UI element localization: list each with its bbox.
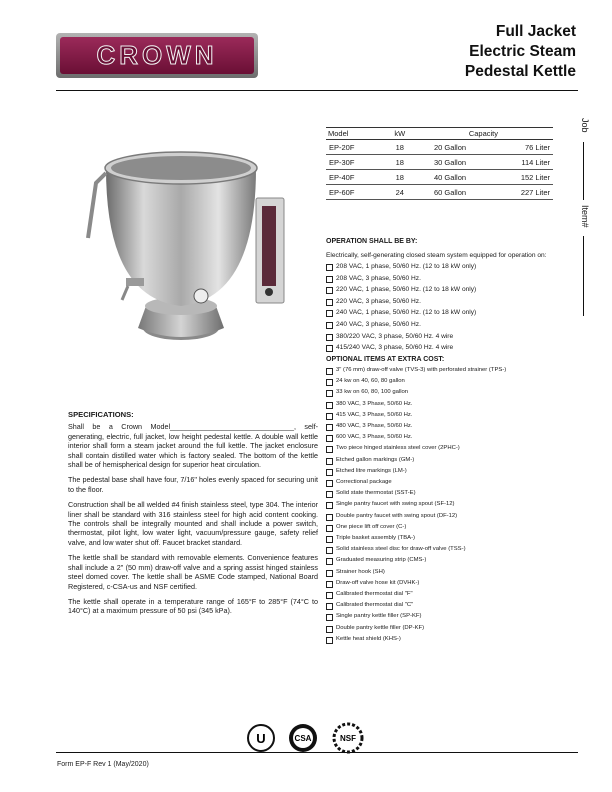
cell-gallon: 30 Gallon <box>414 155 486 170</box>
csa-mark-icon <box>289 724 317 752</box>
cell-kw: 18 <box>386 140 414 155</box>
optional-checkbox[interactable]: Double pantry kettle filler (DP-KF) <box>326 623 576 634</box>
optional-checkbox[interactable]: Triple basket assembly (TBA-) <box>326 533 576 544</box>
job-label: Job <box>580 118 590 133</box>
optional-checkbox[interactable]: Single pantry kettle filler (SP-KF) <box>326 611 576 622</box>
optional-checkbox[interactable]: 600 VAC, 3 Phase, 50/60 Hz. <box>326 432 576 443</box>
optional-checkbox[interactable]: Solid stainless steel disc for draw-off valve (TSS-) <box>326 544 576 555</box>
certification-marks <box>245 722 370 754</box>
optional-checkbox[interactable]: 33 kw on 60, 80, 100 gallon <box>326 387 576 398</box>
operation-checkbox[interactable]: 380/220 VAC, 3 phase, 50/60 Hz. 4 wire <box>326 331 576 343</box>
optional-checkbox[interactable]: Solid state thermostat (SST-E) <box>326 488 576 499</box>
title-line-3: Pedestal Kettle <box>464 63 576 80</box>
spec-paragraph: The pedestal base shall have four, 7/16" holes evenly spaced for securing unit to the floor. <box>68 475 318 494</box>
operation-checkbox[interactable]: 240 VAC, 3 phase, 50/60 Hz. <box>326 319 576 331</box>
header-divider <box>56 90 578 91</box>
item-field-line <box>583 236 584 316</box>
cell-model: EP-30F <box>326 155 386 170</box>
optional-checkbox[interactable]: Calibrated thermostat dial "F" <box>326 589 576 600</box>
cell-liter: 227 Liter <box>486 185 553 200</box>
col-model: Model <box>326 128 386 140</box>
operation-checkbox[interactable]: 220 VAC, 3 phase, 50/60 Hz. <box>326 296 576 308</box>
cell-gallon: 60 Gallon <box>414 185 486 200</box>
optional-checkbox[interactable]: Single pantry faucet with swing spout (SF-12) <box>326 499 576 510</box>
cell-kw: 24 <box>386 185 414 200</box>
table-row <box>326 140 553 155</box>
operation-checkbox[interactable]: 208 VAC, 3 phase, 50/60 Hz. <box>326 273 576 285</box>
cell-gallon: 40 Gallon <box>414 170 486 185</box>
svg-text:CSA: CSA <box>294 734 312 743</box>
logo-text: CROWN <box>96 40 218 70</box>
operation-checkbox[interactable]: 208 VAC, 1 phase, 50/60 Hz. (12 to 18 kW only) <box>326 261 576 273</box>
optional-checkbox[interactable]: Correctional package <box>326 477 576 488</box>
cell-gallon: 20 Gallon <box>414 140 486 155</box>
optional-checkbox[interactable]: Strainer hook (SH) <box>326 567 576 578</box>
optional-checkbox[interactable]: One piece lift off cover (C-) <box>326 522 576 533</box>
form-number: Form EP-F Rev 1 (May/2020) <box>57 761 149 768</box>
operation-heading: OPERATION SHALL BE BY: <box>326 238 418 245</box>
cell-model: EP-60F <box>326 185 386 200</box>
spec-paragraph: Shall be a Crown Model_______________________________, self-generating, electric, full jacket, low height pedestal kettle. A double wall kettle interior shall form a steam jacket around the full kettle. The jacket enclosure shall contain distilled water which is factory sealed. The bottom of the kettle shall be of hemispherical design for superior heat circulation. <box>68 422 318 470</box>
svg-text:NSF: NSF <box>340 734 356 743</box>
model-table <box>326 127 553 200</box>
col-capacity: Capacity <box>414 128 553 140</box>
spec-paragraph: The kettle shall be standard with removable elements. Convenience features shall include a 2" (50 mm) draw-off valve and a spring assist hinged stainless steel domed cover. The kettle shall be ASME Code stamped, National Board Registered, c-CSA-us and NSF certified. <box>68 553 318 591</box>
cell-model: EP-40F <box>326 170 386 185</box>
item-label: Item# <box>580 205 590 228</box>
kettle-photo <box>66 128 306 373</box>
optional-checkbox[interactable]: 24 kw on 40, 60, 80 gallon <box>326 376 576 387</box>
optional-checkbox[interactable]: Etched gallon markings (GM-) <box>326 455 576 466</box>
cell-model: EP-20F <box>326 140 386 155</box>
spec-paragraph: The kettle shall operate in a temperature range of 165°F to 285°F (74°C to 140°C) at a maximum pressure of 50 psi (345 kPa). <box>68 596 318 616</box>
optional-checkbox[interactable]: Kettle heat shield (KHS-) <box>326 634 576 645</box>
ul-mark-icon <box>248 725 274 751</box>
operation-intro: Electrically, self-generating closed steam system equipped for operation on: <box>326 252 547 259</box>
spec-paragraph: Construction shall be all welded #4 finish stainless steel, type 304. The interior liner shall be standard with 316 stainless steel for high acid content cooking. The controls shall be integrally mounted and shall include a power switch, thermostat, pilot light, low water light, vacuum/pressure gauge, safety relief valve, and low water shut off. Faucet bracket standard. <box>68 500 318 547</box>
cell-liter: 114 Liter <box>486 155 553 170</box>
cell-kw: 18 <box>386 155 414 170</box>
optional-checkbox[interactable]: Double pantry faucet with swing spout (DF-12) <box>326 511 576 522</box>
table-header-row <box>326 128 553 140</box>
svg-text:U: U <box>256 731 266 746</box>
optional-heading: OPTIONAL ITEMS AT EXTRA COST: <box>326 356 445 363</box>
optional-checkbox[interactable]: Etched litre markings (LM-) <box>326 466 576 477</box>
specifications-section <box>68 410 318 622</box>
col-kw: kW <box>386 128 414 140</box>
optional-checkbox[interactable]: 380 VAC, 3 Phase, 50/60 Hz. <box>326 399 576 410</box>
operation-checkbox[interactable]: 415/240 VAC, 3 phase, 50/60 Hz. 4 wire <box>326 342 576 354</box>
optional-section <box>326 356 576 645</box>
table-row <box>326 170 553 185</box>
operation-checkbox[interactable]: 220 VAC, 1 phase, 50/60 Hz. (12 to 18 kW only) <box>326 284 576 296</box>
optional-checkbox[interactable]: Graduated measuring strip (CMS-) <box>326 555 576 566</box>
cell-liter: 76 Liter <box>486 140 553 155</box>
operation-checkbox[interactable]: 240 VAC, 1 phase, 50/60 Hz. (12 to 18 kW only) <box>326 307 576 319</box>
crown-logo <box>56 33 258 78</box>
optional-checkbox[interactable]: Draw-off valve hose kit (DVHK-) <box>326 578 576 589</box>
optional-checkbox[interactable]: 415 VAC, 3 Phase, 50/60 Hz. <box>326 410 576 421</box>
optional-checkbox[interactable]: 480 VAC, 3 Phase, 50/60 Hz. <box>326 421 576 432</box>
cell-liter: 152 Liter <box>486 170 553 185</box>
table-row <box>326 155 553 170</box>
table-row <box>326 185 553 200</box>
optional-checkbox[interactable]: Two piece hinged stainless steel cover (2PHC-) <box>326 443 576 454</box>
operation-section <box>326 238 576 354</box>
optional-checkbox[interactable]: 3" (76 mm) draw-off valve (TVS-3) with perforated strainer (TPS-) <box>326 365 576 376</box>
title-line-1: Full Jacket <box>495 23 576 40</box>
optional-checkbox[interactable]: Calibrated thermostat dial "C" <box>326 600 576 611</box>
job-field-line <box>583 142 584 200</box>
title-line-2: Electric Steam <box>469 43 576 60</box>
specifications-heading: SPECIFICATIONS: <box>68 410 134 419</box>
page-title <box>465 22 576 82</box>
nsf-mark-icon <box>334 724 362 752</box>
cell-kw: 18 <box>386 170 414 185</box>
